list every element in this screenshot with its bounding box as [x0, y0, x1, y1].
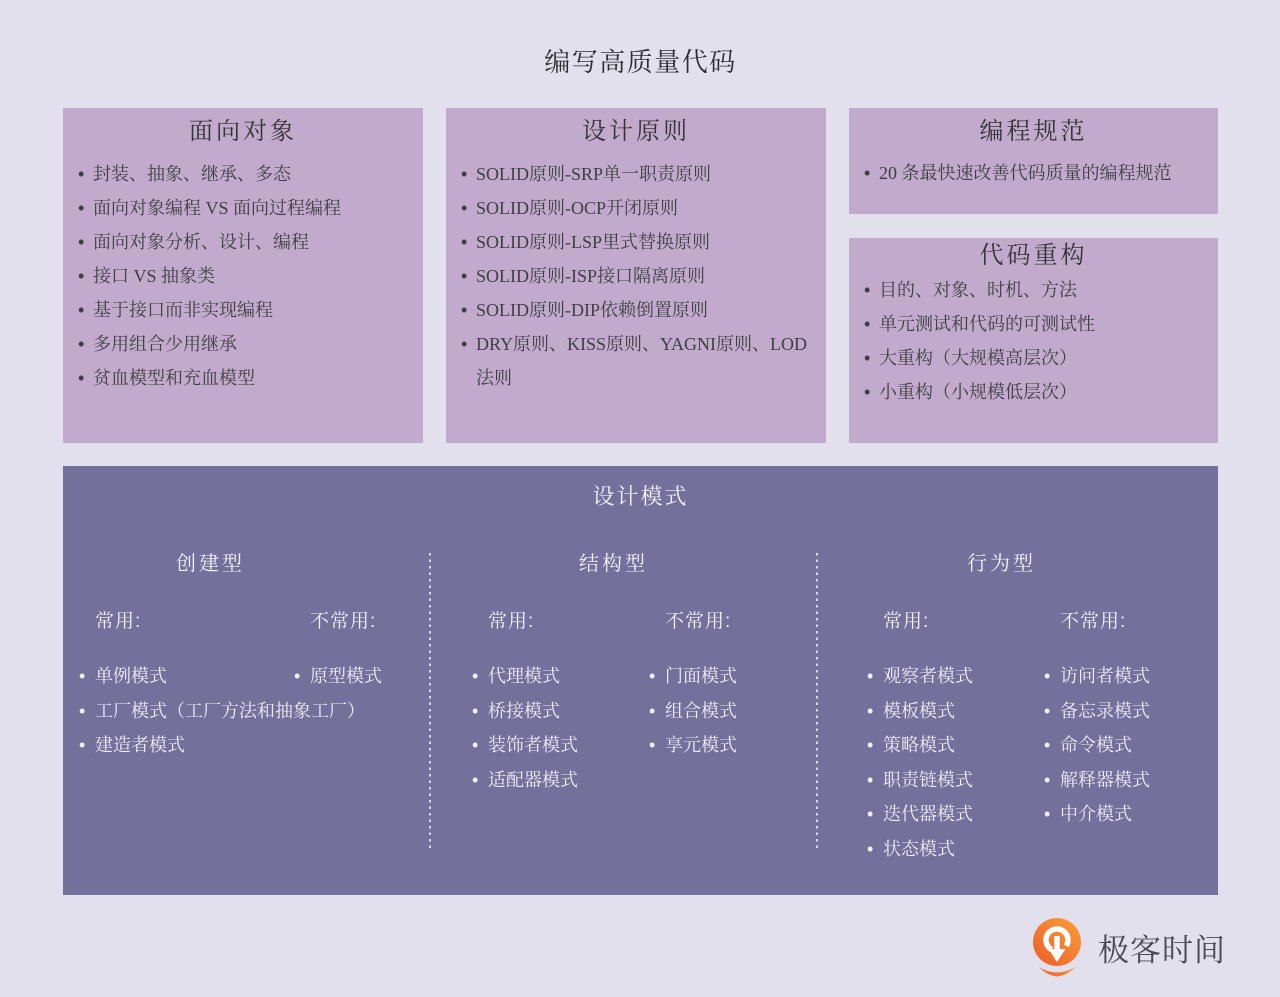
list-item: • 解释器模式	[1060, 763, 1218, 798]
common-label: 常用:	[883, 611, 930, 632]
pattern-group-behavioral	[817, 553, 1218, 866]
structural-common-subcolumn	[488, 611, 665, 797]
section-title-oop: 面向对象	[189, 118, 297, 145]
structural-common-list	[488, 659, 665, 797]
structural-uncommon-subcolumn	[665, 611, 817, 797]
list-item: • SOLID原则-LSP里式替换原则	[476, 225, 810, 259]
list-item: • SOLID原则-SRP单一职责原则	[476, 157, 810, 191]
section-design-principles	[446, 108, 826, 443]
list-item: • 访问者模式	[1060, 659, 1218, 694]
section-coding-standards	[849, 108, 1218, 214]
list-item: • 享元模式	[665, 728, 817, 763]
behavioral-common-subcolumn	[883, 611, 1060, 866]
pattern-group-creational	[63, 553, 430, 763]
list-item: • SOLID原则-OCP开闭原则	[476, 191, 810, 225]
list-item: • 适配器模式	[488, 763, 665, 798]
uncommon-label: 不常用:	[1060, 611, 1127, 632]
section-refactoring	[849, 238, 1218, 443]
pattern-group-structural	[430, 553, 817, 797]
list-item: • 中介模式	[1060, 797, 1218, 832]
list-item: • 大重构（大规模高层次）	[879, 341, 1202, 375]
common-label: 常用:	[95, 611, 142, 632]
list-item: • 原型模式	[310, 659, 430, 694]
list-item: • 代理模式	[488, 659, 665, 694]
list-item: • 建造者模式	[95, 728, 310, 763]
structural-uncommon-list	[665, 659, 817, 763]
list-item: • 小重构（小规模低层次）	[879, 375, 1202, 409]
behavioral-common-list	[883, 659, 1060, 866]
list-item: • 观察者模式	[883, 659, 1060, 694]
list-item: • 组合模式	[665, 694, 817, 729]
section-title-coding-standards: 编程规范	[979, 118, 1088, 145]
list-item: • 策略模式	[883, 728, 1060, 763]
behavioral-uncommon-subcolumn	[1060, 611, 1218, 866]
pattern-group-body	[63, 611, 430, 763]
list-item: • DRY原则、KISS原则、YAGNI原则、LOD法则	[476, 327, 810, 395]
pattern-group-title-behavioral: 行为型	[967, 553, 1036, 575]
list-item: • 模板模式	[883, 694, 1060, 729]
section-oop	[63, 108, 423, 443]
section-list-refactoring	[849, 273, 1218, 409]
list-item: • 工厂模式（工厂方法和抽象工厂）	[95, 694, 310, 729]
list-item: • 状态模式	[883, 832, 1060, 867]
creational-uncommon-subcolumn	[310, 611, 430, 763]
section-title-refactoring: 代码重构	[979, 242, 1088, 269]
section-list-coding-standards	[849, 156, 1218, 190]
section-list-oop	[63, 157, 423, 395]
page-title: 编写高质量代码	[544, 47, 737, 77]
list-item: • 单例模式	[95, 659, 310, 694]
brand-logo-text: 极客时间	[1098, 932, 1226, 968]
list-item: • 职责链模式	[883, 763, 1060, 798]
list-item: • 门面模式	[665, 659, 817, 694]
uncommon-label: 不常用:	[310, 611, 377, 632]
section-list-design-principles	[446, 157, 826, 395]
section-design-patterns	[63, 466, 1218, 895]
list-item: • 迭代器模式	[883, 797, 1060, 832]
section-title-design-principles: 设计原则	[582, 118, 690, 145]
list-item: • 多用组合少用继承	[93, 327, 407, 361]
list-item: • 贫血模型和充血模型	[93, 361, 407, 395]
common-label: 常用:	[488, 611, 535, 632]
pattern-group-body	[817, 611, 1218, 866]
list-item: • 装饰者模式	[488, 728, 665, 763]
geektime-logo-icon	[1027, 915, 1087, 979]
list-item: • 面向对象分析、设计、编程	[93, 225, 407, 259]
list-item: • 封装、抽象、继承、多态	[93, 157, 407, 191]
list-item: • 基于接口而非实现编程	[93, 293, 407, 327]
list-item: • SOLID原则-DIP依赖倒置原则	[476, 293, 810, 327]
list-item: • SOLID原则-ISP接口隔离原则	[476, 259, 810, 293]
pattern-group-title-creational: 创建型	[176, 553, 245, 575]
section-title-design-patterns: 设计模式	[592, 484, 689, 509]
pattern-group-title-structural: 结构型	[579, 553, 648, 575]
pattern-group-body	[430, 611, 817, 797]
behavioral-uncommon-list	[1060, 659, 1218, 832]
uncommon-label: 不常用:	[665, 611, 732, 632]
list-item: • 面向对象编程 VS 面向过程编程	[93, 191, 407, 225]
list-item: • 备忘录模式	[1060, 694, 1218, 729]
brand-logo	[1027, 915, 1226, 979]
list-item: • 单元测试和代码的可测试性	[879, 307, 1202, 341]
creational-uncommon-list	[310, 659, 430, 694]
list-item: • 接口 VS 抽象类	[93, 259, 407, 293]
list-item: • 20 条最快速改善代码质量的编程规范	[879, 156, 1202, 190]
list-item: • 桥接模式	[488, 694, 665, 729]
list-item: • 命令模式	[1060, 728, 1218, 763]
list-item: • 目的、对象、时机、方法	[879, 273, 1202, 307]
